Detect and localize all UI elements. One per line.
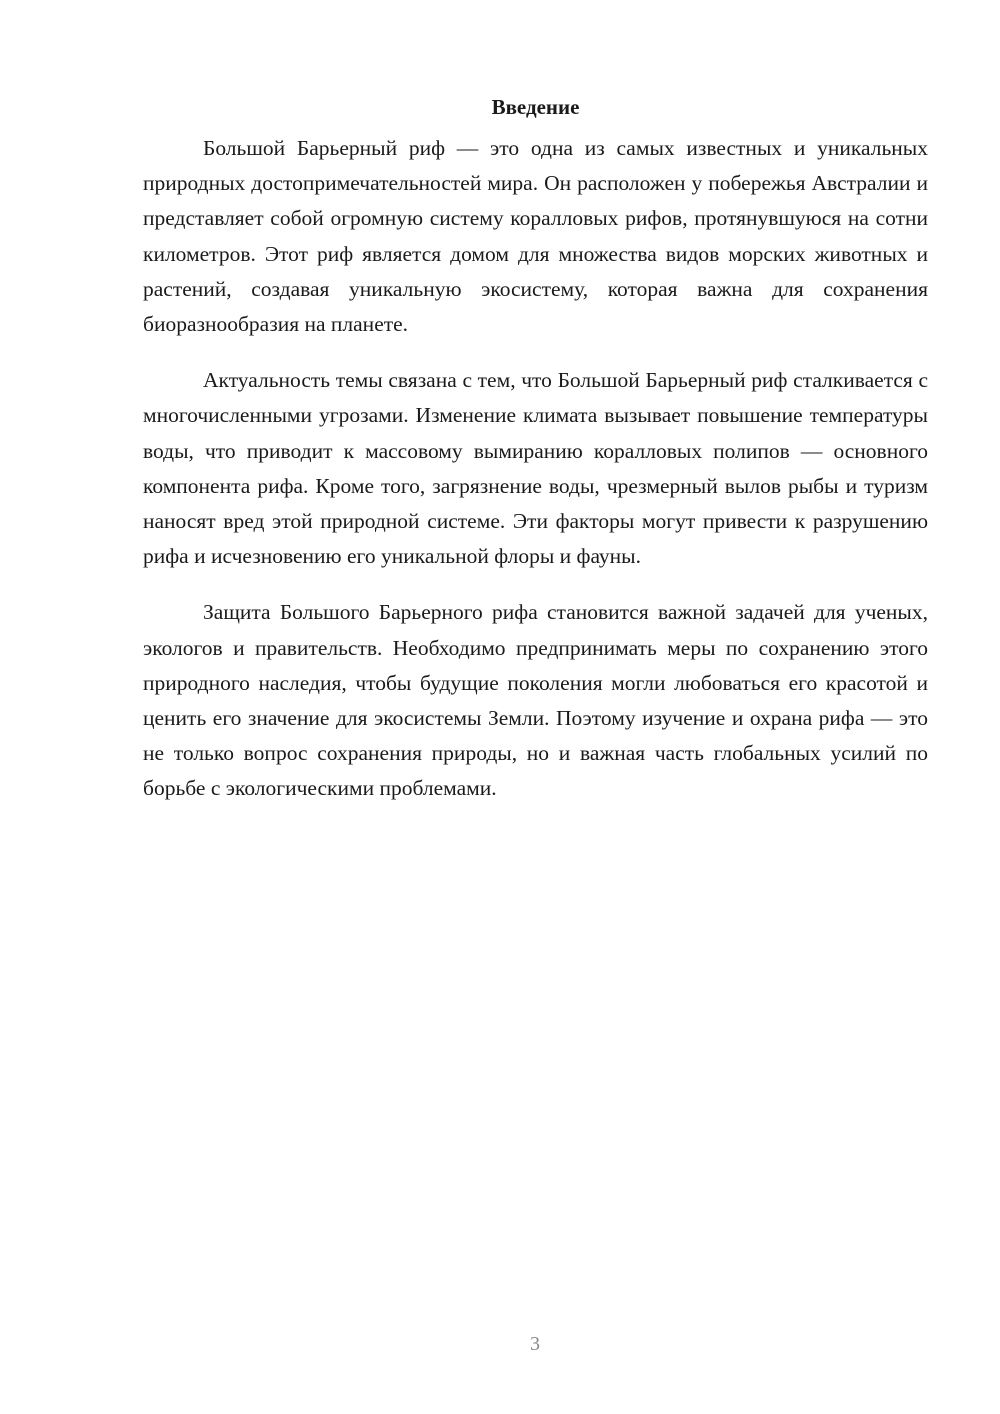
paragraph-protection: Защита Большого Барьерного рифа становится важной задачей для ученых, экологов и правительств. Необходимо предпринимать меры по сохранению этого природного наследия, чтобы будущие поколения могли любоваться его красотой и ценить его значение для экосистемы Земли. Поэтому изучение и охрана рифа — это не только вопрос сохранения природы, но и важная часть глобальных усилий по борьбе с экологическими проблемами. <box>143 600 928 801</box>
paragraph-relevance: Актуальность темы связана с тем, что Большой Барьерный риф сталкивается с многочисленными угрозами. Изменение климата вызывает повышение температуры воды, что приводит к массовому вымиранию коралловых полипов — основного компонента рифа. Кроме того, загрязнение воды, чрезмерный вылов рыбы и туризм наносят вред этой природной системе. Эти факторы могут привести к разрушению рифа и исчезновению его уникальной флоры и фауны. <box>143 368 928 569</box>
page-number: 3 <box>530 1333 540 1355</box>
page-content <box>143 90 928 828</box>
section-title: Введение <box>491 95 580 119</box>
paragraph-intro: Большой Барьерный риф — это одна из самых известных и уникальных природных достопримечательностей мира. Он расположен у побережья Австралии и представляет собой огромную систему коралловых рифов, протянувшуюся на сотни километров. Этот риф является домом для множества видов морских животных и растений, создавая уникальную экосистему, которая важна для сохранения биоразнообразия на планете. <box>143 136 928 337</box>
